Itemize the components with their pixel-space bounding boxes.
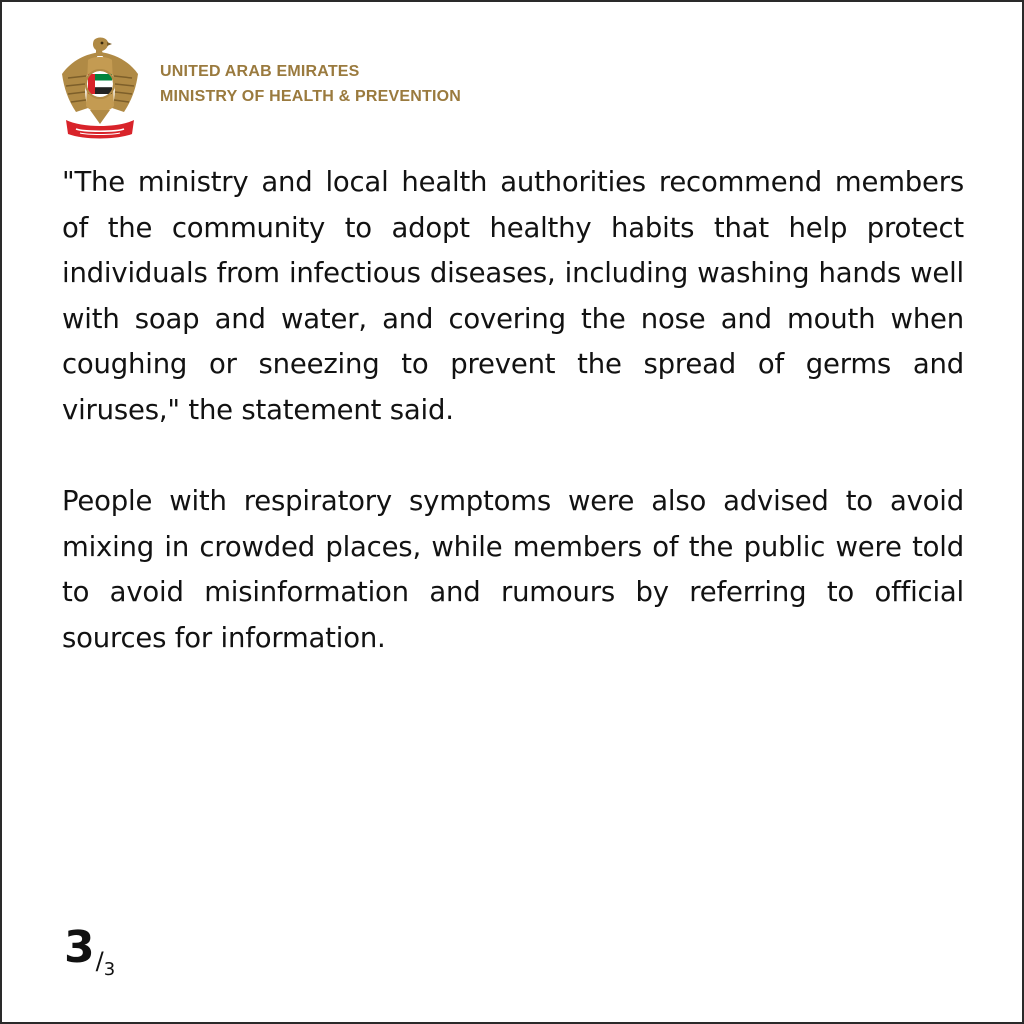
country-name: UNITED ARAB EMIRATES xyxy=(160,63,360,80)
uae-falcon-emblem-icon xyxy=(58,36,142,140)
page-indicator xyxy=(64,922,116,980)
statement-text xyxy=(62,160,964,662)
ministry-name: MINISTRY OF HEALTH & PREVENTION xyxy=(160,88,462,105)
header xyxy=(58,36,461,140)
ministry-name-block xyxy=(160,59,461,109)
paragraph-statement: "The ministry and local health authorities recommend members of the community to adopt healthy habits that help protect individuals from infectious diseases, including washing hands well with soap and water, and covering the nose and mouth when coughing or sneezing to prevent the spread of germs and viruses," the statement said. xyxy=(62,166,964,426)
paragraph-advice: People with respiratory symptoms were also advised to avoid mixing in crowded places, while members of the public were told to avoid misinformation and rumours by referring to official sources for information. xyxy=(62,485,964,654)
page-total: 3 xyxy=(103,959,116,980)
page-separator: / xyxy=(95,947,104,975)
page-current: 3 xyxy=(64,922,95,973)
